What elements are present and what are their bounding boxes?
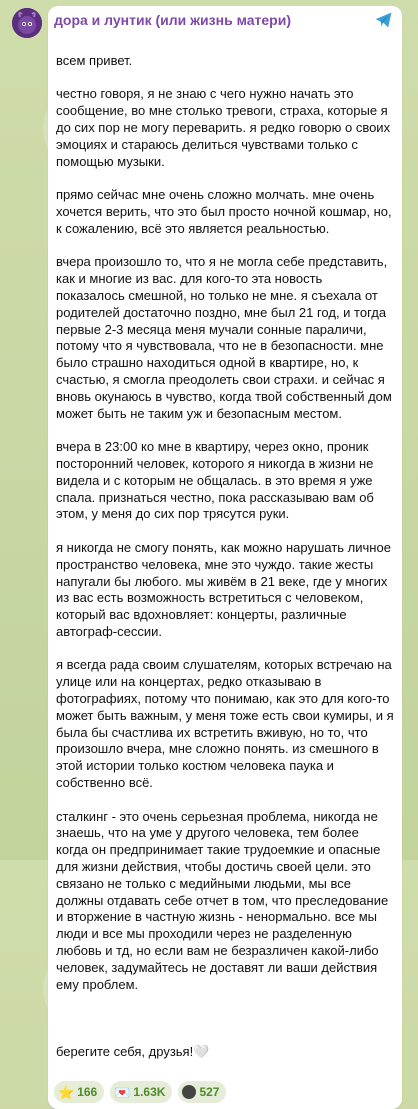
reactions-bar	[48, 1077, 402, 1109]
channel-name[interactable]: дора и лунтик (или жизнь матери)	[54, 12, 291, 28]
reaction-avatar[interactable]	[178, 1081, 226, 1103]
message-paragraph: честно говоря, я не знаю с чего нужно начать это сообщение, во мне столько тревоги, страха, которые я до сих пор не могу переварить. я редко говорю о своих эмоциях и стараюсь делиться чувствами только с помощью музыки.	[56, 86, 391, 169]
reaction-love-letter[interactable]	[110, 1081, 172, 1103]
message-paragraph: сталкинг - это очень серьезная проблема, никогда не знаешь, что на уме у другого человека, тем более когда он предпринимает такие трудоемкие и опасные для жизни действия, чтобы достичь своей цели. это связано не только с медийными людьми, мы все должны отдавать себе отчет в том, что преследование и вторжение в частную жизнь - ненормально. все мы люди и все мы проходили через не разделенную любовь и тд, но если вам не безразличен какой-либо человек, задумайтесь не доставят ли ваши действия ему проблем.	[56, 808, 389, 992]
message-paragraph: вчера произошло то, что я не могла себе представить, как и многие из вас. для кого-то эта новость показалось смешной, но только не мне. я съехала от родителей достаточно поздно, мне был 21 год, и тогда первые 2-3 месяца меня мучали сонные параличи, потому что я чувствовала, что не в безопасности. мне было страшно находиться одной в квартире, но, к счастью, я смогла преодолеть свои страхи. и сейчас я вновь окунаюсь в чувство, когда твой собственный дом может быть не таким уж и безопасным местом.	[56, 254, 392, 421]
star-icon: ⭐	[58, 1084, 75, 1100]
closing-text: берегите себя, друзья!	[56, 1043, 194, 1059]
reaction-count: 1.63K	[133, 1085, 166, 1100]
closing-line	[56, 1044, 394, 1061]
heart-emoji: 🤍	[193, 1043, 210, 1059]
reaction-count: 166	[77, 1085, 98, 1100]
message-paragraph: прямо сейчас мне очень сложно молчать. мне очень хочется верить, что это был просто ночной кошмар, но, к сожалению, всё это является реальностью.	[56, 187, 392, 236]
channel-avatar[interactable]	[12, 8, 42, 38]
message-paragraph: я никогда не смогу понять, как можно нарушать личное пространство человека, мне это чуждо. такие жесты напугали бы любого. мы живём в 21 веке, где у многих из вас есть возможность встретиться с человеком, который вас вдохновляет: концерты, различные автограф-сессии.	[56, 539, 391, 639]
love-letter-icon: 💌	[114, 1084, 131, 1100]
message-paragraph: всем привет.	[56, 52, 133, 68]
message-text	[48, 32, 402, 1077]
message-paragraph: я всегда рада своим слушателям, которых встречаю на улице или на концертах, редко отказываю в фотографиях, потому что понимаю, как это для кого-то может быть важным, у меня тоже есть свои кумиры, и я была бы счастлива их встретить вживую, но то, что произошло вчера, мне сложно понять. из смешного в этой истории только костюм человека паука и собственно всё.	[56, 657, 394, 791]
reaction-count: 527	[199, 1085, 220, 1100]
user-avatar-icon	[182, 1085, 196, 1099]
reaction-star[interactable]	[54, 1081, 104, 1103]
message-paragraph: вчера в 23:00 ко мне в квартиру, через окно, проник посторонний человек, которого я никогда в жизни не видела и с которым не общалась. в это время я уже спала. признаться честно, пока рассказываю вам об этом, у меня до сих пор трясутся руки.	[56, 439, 374, 522]
telegram-share-icon[interactable]	[374, 10, 394, 30]
message-bubble[interactable]	[48, 6, 402, 1109]
